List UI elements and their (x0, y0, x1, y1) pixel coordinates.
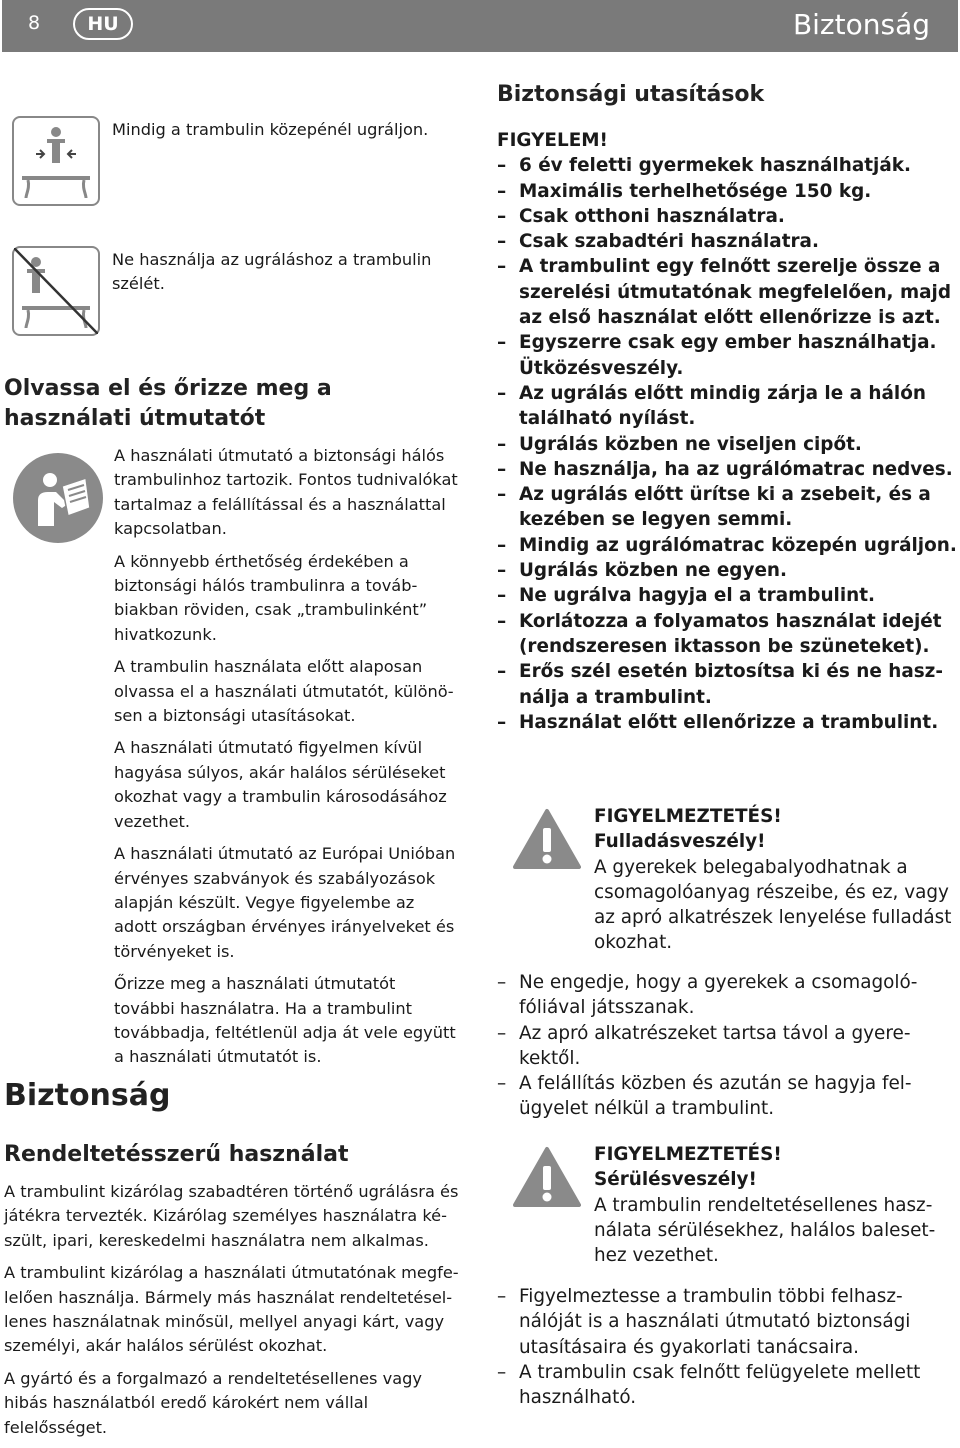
warning-subtitle: Sérülésveszély! (594, 1169, 757, 1191)
warning-triangle-icon (513, 808, 581, 874)
intended-use-text (4, 1180, 460, 1448)
paragraph: A trambulint kizárólag a használati útmutatónak megfelelően használja. Bármely más használat rendeltetésellenes használatnak minősül, mellyel anyagi kárt, vagy személyi, akár halálos sérülést okozhat. (4, 1263, 459, 1356)
page-number: 8 (28, 12, 41, 34)
warning-suffocation (594, 804, 958, 956)
section-title: Biztonság (792, 8, 930, 41)
warning-injury-list (497, 1284, 957, 1410)
list-item: – Ne engedje, hogy a gyerekek a csomagolófóliával játsszanak. (497, 970, 957, 1021)
safety-instructions-heading: Biztonsági utasítások (497, 82, 765, 107)
list-item: – Egyszerre csak egy ember használhatja. Ütközésveszély. (497, 330, 957, 381)
list-item: – Használat előtt ellenőrizze a trambulint. (497, 710, 957, 735)
list-item: – Az apró alkatrészeket tartsa távol a gyerekektől. (497, 1021, 957, 1072)
language-badge: HU (73, 8, 133, 40)
attention-block (497, 128, 957, 735)
list-item: – A felállítás közben és azután se hagyja felügyelet nélkül a trambulint. (497, 1071, 957, 1122)
list-item: – Ne használja, ha az ugrálómatrac nedves. (497, 457, 957, 482)
attention-list (497, 153, 957, 735)
list-item: – Az ugrálás előtt ürítse ki a zsebeit, és a kezében se legyen semmi. (497, 482, 957, 533)
safety-heading: Biztonság (4, 1078, 171, 1113)
jump-center-icon (12, 116, 100, 206)
paragraph: A trambulint kizárólag szabadtéren történő ugrálásra és játékra tervezték. Kizárólag személyes használatra készült, ipari, kereskedelmi használatra nem alkalmas. (4, 1182, 459, 1250)
read-manual-icon (12, 452, 104, 544)
list-item: – Ne ugrálva hagyja el a trambulint. (497, 583, 957, 608)
paragraph: Őrizze meg a használati útmutatót további használatra. Ha a trambulint továbbadja, feltétlenül adja át vele együtt a használati útmutatót is. (114, 974, 456, 1067)
warning-triangle-icon (513, 1146, 581, 1212)
paragraph: A trambulin használata előtt alaposan olvassa el a használati útmutatót, különösen a biztonsági utasításokat. (114, 657, 454, 726)
read-manual-text (114, 444, 458, 1078)
list-item: – A trambulint egy felnőtt szerelje össze a szerelési útmutatónak megfelelően, majd az első használat előtt ellenőrizze is azt. (497, 254, 957, 330)
list-item: – Figyelmeztesse a trambulin többi felhasználóját is a használati útmutató biztonsági utasításaira és gyakorlati tanácsaira. (497, 1284, 957, 1360)
list-item: – Az ugrálás előtt mindig zárja le a hálón található nyílást. (497, 381, 957, 432)
page-header (2, 0, 958, 52)
list-item: – Maximális terhelhetősége 150 kg. (497, 179, 957, 204)
warning-label: FIGYELMEZTETÉS! (594, 806, 782, 827)
paragraph: A gyártó és a forgalmazó a rendeltetésellenes vagy hibás használatból eredő károkért nem vállal felelősséget. (4, 1368, 422, 1437)
list-item: – Ugrálás közben ne egyen. (497, 558, 957, 583)
read-manual-heading: Olvassa el és őrizze meg a használati útmutatót (4, 376, 332, 431)
list-item: – Csak otthoni használatra. (497, 204, 957, 229)
paragraph: A könnyebb érthetőség érdekében a biztonsági hálós trambulinra a továbbiakban röviden, csak „trambulinként” hivatkozunk. (114, 551, 428, 644)
list-item: – Ugrálás közben ne viseljen cipőt. (497, 432, 957, 457)
list-item: – 6 év feletti gyermekek használhatják. (497, 153, 957, 178)
paragraph: A használati útmutató figyelmen kívül hagyása súlyos, akár halálos sérüléseket okozhat vagy a trambulin károsodásához vezethet. (114, 738, 447, 831)
icon2-caption: Ne használja az ugráláshoz a trambulin szélét. (112, 250, 432, 294)
list-item: – Mindig az ugrálómatrac közepén ugráljon. (497, 533, 957, 558)
paragraph: A használati útmutató az Európai Unióban érvényes szabványok és szabályozások alapján készült. Vegye figyelembe az adott országban érvényes irányelveket és törvényeket is. (114, 844, 456, 961)
attention-label: FIGYELEM! (497, 130, 608, 151)
intended-use-heading: Rendeltetésszerű használat (4, 1142, 349, 1167)
warning-text: A trambulin rendeltetésellenes használata sérülésekhez, halálos balesethez vezethet. (594, 1194, 936, 1267)
warning-label: FIGYELMEZTETÉS! (594, 1144, 782, 1165)
warning-injury (594, 1142, 958, 1268)
no-edge-jump-icon (12, 246, 100, 336)
warning-text: A gyerekek belegabalyodhatnak a csomagolóanyag részeibe, és ez, vagy az apró alkatrészek lenyelése fulladást okozhat. (594, 856, 952, 954)
list-item: – A trambulin csak felnőtt felügyelete mellett használható. (497, 1360, 957, 1411)
paragraph: A használati útmutató a biztonsági hálós trambulinhoz tartozik. Fontos tudnivalókat tartalmaz a felállítással és a használattal kapcsolatban. (114, 446, 458, 539)
list-item: – Korlátozza a folyamatos használat idejét (rendszeresen iktasson be szüneteket). (497, 609, 957, 660)
list-item: – Erős szél esetén biztosítsa ki és ne használja a trambulint. (497, 659, 957, 710)
warning-subtitle: Fulladásveszély! (594, 831, 766, 853)
icon1-caption: Mindig a trambulin közepénél ugráljon. (112, 120, 429, 139)
list-item: – Csak szabadtéri használatra. (497, 229, 957, 254)
warning-suffocation-list (497, 970, 957, 1122)
